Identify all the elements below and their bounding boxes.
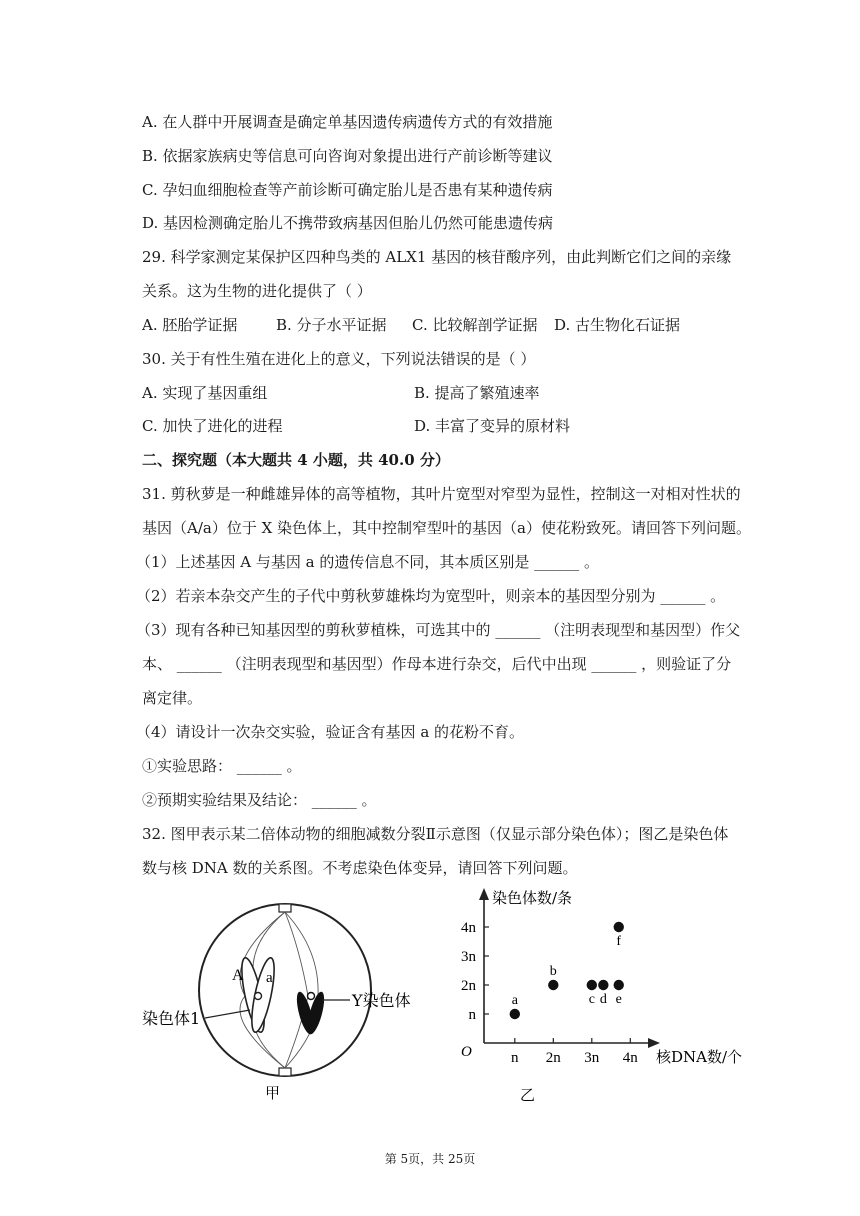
q29-option-a: A. 胚胎学证据 (142, 316, 238, 334)
q31-part3-text: （3）现有各种已知基因型的剪秋萝植株，可选其中的 (136, 621, 496, 639)
answer-blank: ______ (495, 621, 541, 639)
point-label-e: e (615, 992, 622, 1007)
point-label-d: d (599, 992, 607, 1007)
q31-part4-idea-end: 。 (281, 757, 302, 775)
x-axis-label: 核DNA数/个 (656, 1048, 743, 1066)
data-point-b (548, 980, 558, 990)
point-label-a: a (511, 993, 518, 1008)
q30-stem: 30. 关于有性生殖在进化上的意义，下列说法错误的是（ ） (142, 350, 536, 368)
q31-stem-line2: 基因（A/a）位于 X 染色体上，其中控制窄型叶的基因（a）使花粉致死。请回答下列问题。 (142, 519, 751, 537)
q28-option-d: D. 基因检测确定胎儿不携带致病基因但胎儿仍然可能患遗传病 (142, 214, 554, 232)
point-label-c: c (588, 992, 595, 1007)
chart-ticks (461, 920, 638, 1066)
label-chromosome-1: 染色体1 (142, 1009, 201, 1028)
data-point-e (614, 980, 624, 990)
q30-option-c: C. 加快了进化的进程 (142, 417, 283, 435)
x-tick-label: 3n (584, 1050, 600, 1066)
q30-option-d: D. 丰富了变异的原材料 (414, 417, 571, 435)
q31-part3-text3: 本、 (142, 655, 177, 673)
caption-yi: 乙 (520, 1086, 536, 1104)
page-footer: 第 5页，共 25页 (384, 1152, 476, 1166)
q31-part4: （4）请设计一次杂交实验，验证含有基因 a 的花粉不育。 (136, 723, 525, 741)
q31-part3-text2: （注明表现型和基因型）作父 (545, 621, 741, 639)
q32-stem-line1: 32. 图甲表示某二倍体动物的细胞减数分裂Ⅱ示意图（仅显示部分染色体）；图乙是染色体 (142, 825, 729, 843)
gene-label-a: a (266, 970, 273, 986)
x-axis-arrow (648, 1038, 660, 1048)
q31-part3-text5: ，则验证了分 (641, 655, 732, 673)
y-axis-label: 染色体数/条 (492, 889, 573, 907)
answer-blank: ______ (311, 791, 357, 809)
q31-part3-line3: 离定律。 (142, 689, 203, 707)
label-y-chromosome: Y染色体 (352, 991, 411, 1010)
q30-option-a: A. 实现了基因重组 (142, 384, 268, 402)
answer-blank: ______ (534, 553, 580, 571)
q29-option-b: B. 分子水平证据 (276, 316, 387, 334)
point-label-f: f (616, 934, 622, 949)
q29-stem-line1: 29. 科学家测定某保护区四种鸟类的 ALX1 基因的核苷酸序列，由此判断它们之间的亲缘 (142, 248, 732, 266)
q31-part4-idea-text: ①实验思路： (142, 757, 237, 775)
y-axis-arrow (479, 888, 489, 900)
q31-part2-end: 。 (705, 587, 726, 605)
answer-blank: ______ (236, 757, 282, 775)
point-label-b: b (549, 964, 557, 979)
q31-part3-text4: （注明表现型和基因型）作母本进行杂交，后代中出现 (226, 655, 592, 673)
q31-part4-result-end: 。 (356, 791, 377, 809)
q28-option-b: B. 依据家族病史等信息可向咨询对象提出进行产前诊断等建议 (142, 147, 553, 165)
q29-option-c: C. 比较解剖学证据 (412, 316, 538, 334)
data-point-f (614, 922, 624, 932)
q31-part4-result-text: ②预期实验结果及结论： (142, 791, 312, 809)
q32-stem-line2: 数与核 DNA 数的关系图。不考虑染色体变异，请回答下列问题。 (142, 859, 578, 877)
q30-option-b: B. 提高了繁殖速率 (414, 384, 540, 402)
q29-option-d: D. 古生物化石证据 (554, 316, 681, 334)
data-point-a (510, 1009, 520, 1019)
q31-part1-text: （1）上述基因 A 与基因 a 的遗传信息不同，其本质区别是 (136, 553, 535, 571)
x-tick-label: 4n (622, 1050, 638, 1066)
data-point-c (587, 980, 597, 990)
q28-option-c: C. 孕妇血细胞检查等产前诊断可确定胎儿是否患有某种遗传病 (142, 181, 553, 199)
answer-blank: ______ (591, 655, 637, 673)
q31-part1-end: 。 (579, 553, 599, 571)
y-tick-label: 3n (461, 949, 476, 965)
section-heading: 二、探究题（本大题共 4 小题，共 40.0 分） (142, 451, 450, 469)
answer-blank: ______ (660, 587, 706, 605)
x-tick-label: n (511, 1050, 519, 1066)
y-tick-label: n (468, 1007, 476, 1023)
answer-blank: ______ (176, 655, 222, 673)
origin-label: O (461, 1044, 472, 1060)
q31-stem-line1: 31. 剪秋萝是一种雌雄异体的高等植物，其叶片宽型对窄型为显性，控制这一对相对性状的 (142, 485, 741, 503)
q28-option-a: A. 在人群中开展调查是确定单基因遗传病遗传方式的有效措施 (142, 113, 553, 131)
q31-part2-text: （2）若亲本杂交产生的子代中剪秋萝雄株均为宽型叶，则亲本的基因型分别为 (136, 587, 661, 605)
gene-label-A: A (232, 967, 244, 984)
q29-stem-line2: 关系。这为生物的进化提供了（ ） (142, 282, 372, 300)
caption-jia: 甲 (265, 1084, 281, 1102)
chart-points (510, 922, 624, 1019)
y-tick-label: 4n (461, 920, 476, 936)
data-point-d (598, 980, 608, 990)
y-tick-label: 2n (461, 978, 476, 994)
x-tick-label: 2n (545, 1050, 561, 1066)
